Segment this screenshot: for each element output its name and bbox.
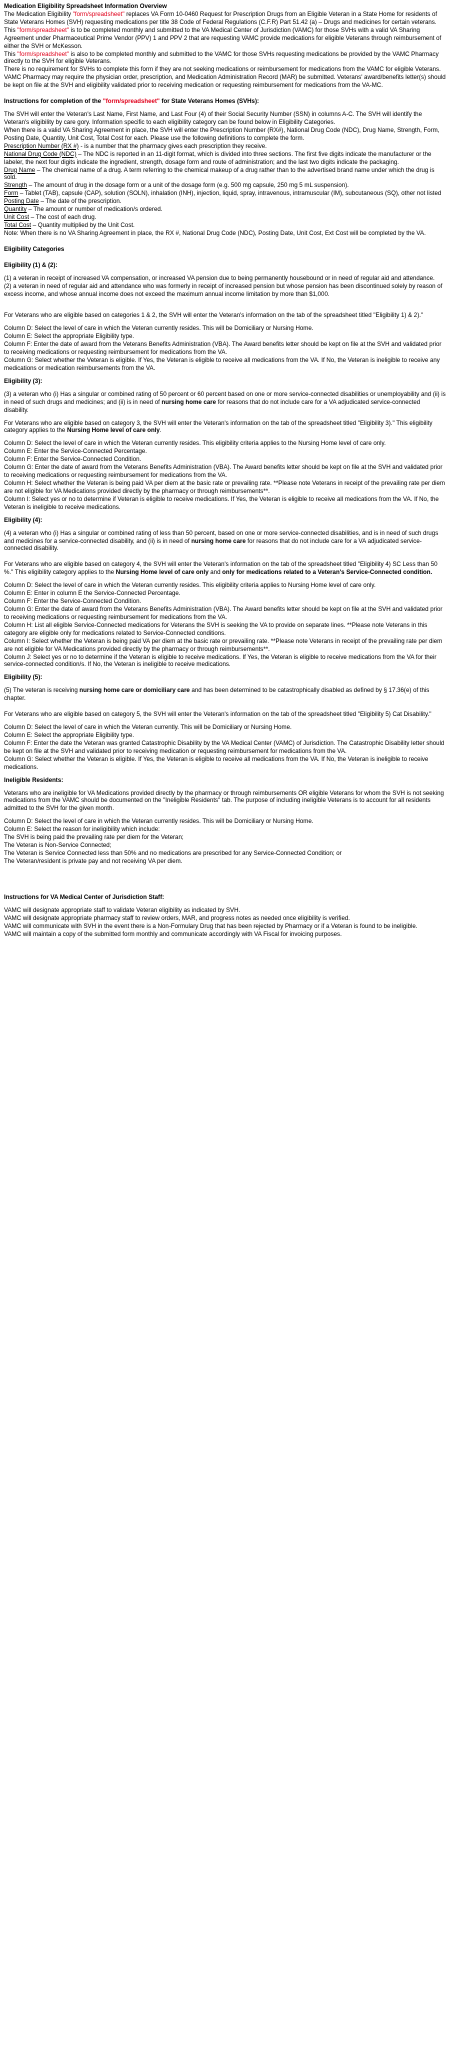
- ineligible-columns: [4, 818, 446, 866]
- category-5-heading: Eligibility (5):: [4, 674, 43, 682]
- definition-text: – Tablet (TAB), capsule (CAP), solution (SOLN), inhalation (INH), injection, liquid, spray, intravenous, intramuscular (IM), subcutaneous (SQ), other not listed: [18, 190, 442, 198]
- category-4-columns: [4, 582, 446, 669]
- form-ref: "form/spreadsheet": [17, 50, 69, 58]
- intro-text: replaces VA Form 10-0460 Request for Prescription Drugs from an Eligible Veteran in a State Home for residents of State Veterans Homes (SVH) requesting medications per title 38 Code of Federal Regulations (C.F.R) Part 51.42 (a) – Drugs and medicines for certain veterans.: [4, 10, 438, 26]
- definition-item: [4, 167, 446, 183]
- vamc-line: VAMC will maintain a copy of the submitted form monthly and communicate accordingly with VA Fiscal for invoicing purposes.: [4, 930, 342, 938]
- column-line: Column D: Select the level of care in which the Veteran currently resides. This eligibility criteria applies to the Nursing Home level of care only.: [4, 440, 386, 448]
- definition-text: – The cost of each drug.: [29, 214, 97, 222]
- definition-text: – The amount or number of medication/s ordered.: [26, 206, 163, 214]
- column-line: The Veteran is Service Connected less than 50% and no medications are prescribed for any Service-Connected Condition; or: [4, 849, 342, 857]
- emphasis: nursing home care: [161, 398, 217, 406]
- definition-term: Form: [4, 190, 19, 198]
- emphasis: only for medications related to a Veteran's Service-Connected condition.: [222, 569, 433, 577]
- document-title: Medication Eligibility Spreadsheet Information Overview: [4, 3, 167, 10]
- column-line: Column E: Enter the Service-Connected Percentage.: [4, 448, 147, 456]
- definition-item: [4, 190, 446, 198]
- text: for reasons that do not include care for a VA adjudicated service-connected disability.: [4, 537, 422, 553]
- column-line: Column D: Select the level of care in which the Veteran currently. This will be Domiciliary or Nursing Home.: [4, 724, 292, 732]
- intro-text: is to be completed monthly and submitted to the VA Medical Center of Jurisdiction (VAMC) for those SVHs with a valid VA Sharing Agreement under Pharmaceutical Prime Vendor (PPV) 1 and PPV 2 that are requesting VAMC provide medications for eligible Veterans through reimbursement of either the SVH or McKesson.: [4, 26, 442, 50]
- text: (4) a veteran who (i) Has a singular or combined rating of less than 50 percent, based on one or more service-connected disabilities, and is in need of such drugs and medicines for a service-connected disability, and (ii) is in need of: [4, 529, 439, 545]
- definition-item: [4, 151, 446, 167]
- definition-term: Quantity: [4, 206, 27, 214]
- category-5-paragraph: For Veterans who are eligible based on category 5, the SVH will enter the Veteran's information on the tab of the spreadsheet titled "Eligibility 5) Cat Disability.": [4, 711, 432, 719]
- column-line: Column F: Enter the date of award from the Veterans Benefits Administration (VBA). The Award benefits letter should be kept on file at the SVH and validated prior to receiving medications or requesting reimbursement for medications from the VA.: [4, 341, 442, 357]
- category-4-heading: Eligibility (4):: [4, 516, 43, 524]
- note-paragraph: Note: When there is no VA Sharing Agreement in place, the RX #, National Drug Code (NDC), Posting Date, Unit Cost, Ext Cost will be completed by the VA.: [4, 229, 426, 237]
- column-line: Column E: Select the reason for ineligibility which include:: [4, 826, 160, 834]
- category-3-paragraph: [4, 420, 446, 436]
- definition-text: – Quantity multiplied by the Unit Cost.: [31, 221, 135, 229]
- definition-text: – The date of the prescription.: [38, 198, 122, 206]
- column-line: Column G: Enter the date of award from the Veterans Benefits Administration (VBA). The Award benefits letter should be kept on file at the SVH and validated prior to receiving medications or requesting reimbursement for medications from the VA.: [4, 464, 443, 480]
- intro-text: This: [4, 50, 18, 58]
- svh-paragraph-2: When there is a valid VA Sharing Agreement in place, the SVH will enter the Prescription Number (RX#), National Drug Code (NDC), Drug Name, Strength, Form, Posting Date, Quantity, Unit Cost, Total Cost for each. Please use the following definitions to complete the form.: [4, 126, 440, 142]
- column-line: Column F: Enter the Service-Connected Condition.: [4, 456, 142, 464]
- definition-term: Total Cost: [4, 221, 32, 229]
- definition-text: – The NDC is reported in an 11-digit format, which is divided into three sections. The first five digits indicate the manufacturer or the labeler, the next four digits indicate the ingredient, strength, dosage form and route of administration; and the last two digits indicate the packaging.: [4, 150, 432, 166]
- text: For Veterans who are eligible based on category 4, the SVH will enter the Veteran's information on the tab of the spreadsheet titled "Eligibility 4) SC Less than 50 %." This eligibility category applies to the: [4, 561, 438, 577]
- column-line: Column H: Select whether the Veteran is being paid VA per diem at the basic rate or prevailing rate. **Please note Veterans in receipt of the prevailing rate per diem are not eligible for VA Medications provided directly by the pharmacy or through reimbursements**.: [4, 480, 445, 495]
- intro-paragraph-2: [4, 27, 446, 51]
- definition-term: Strength: [4, 182, 28, 190]
- vamc-instructions-heading: Instructions for VA Medical Center of Jurisdiction Staff:: [4, 893, 165, 901]
- vamc-line: VAMC will designate appropriate pharmacy staff to review orders, MAR, and progress notes as needed once eligibility is verified.: [4, 914, 350, 922]
- emphasis: nursing home care: [191, 537, 246, 545]
- text: for reasons that do not include care for a VA adjudicated service-connected disability.: [4, 398, 421, 414]
- vamc-lines: [4, 907, 446, 939]
- form-ref: "form/spreadsheet": [72, 10, 125, 18]
- category-12-paragraph: (2) a veteran in need of regular aid and attendance who was formerly in receipt of increased pension but whose pension has been discontinued solely by reason of excess income, and whose annual income does not exceed the maximum annual income limitation by more than $1,000.: [4, 282, 443, 298]
- definitions-list: [4, 143, 446, 230]
- category-5-columns: [4, 724, 446, 772]
- text: (3) a veteran who (i) Has a singular or combined rating of 50 percent or 60 percent based on one or more service-connected disabilities or unemployability and (ii) is in need of such drugs and medicines; and (ii) is in need of: [4, 390, 446, 406]
- ineligible-paragraph: Veterans who are ineligible for VA Medications provided directly by the pharmacy or through reimbursements OR eligible Veterans for whom the SVH is not seeking medications from the VAMC should be documented on the "Ineligible Residents" tab. The purpose of including ineligible Veterans is to account for all residents admitted to the SVH for the given month.: [4, 789, 444, 813]
- definition-term: Prescription Number (RX #): [4, 142, 79, 150]
- emphasis: nursing home care or domiciliary care: [79, 687, 190, 695]
- category-12-paragraph: For Veterans who are eligible based on categories 1 & 2, the SVH will enter the Veteran's information on the tab of the spreadsheet titled "Eligibility 1) & 2).": [4, 312, 424, 320]
- definition-term: Drug Name: [4, 166, 36, 174]
- definition-item: [4, 214, 446, 222]
- column-line: Column F: Enter the date the Veteran was granted Catastrophic Disability by the VA Medical Center (VAMC) of Jurisdiction. The Catastrophic Disability letter should be kept on file at the SVH and validated prior to receiving medication or requesting reimbursement for medications from the VA.: [4, 739, 445, 755]
- definition-item: [4, 206, 446, 214]
- column-line: Column H: List all eligible Service-Connected medications for Veterans the SVH is seeking the VA to provide on separate lines. **Please note Veterans in this category are eligible only for medications related to Service-Connected conditions.: [4, 621, 428, 637]
- definition-item: [4, 222, 446, 230]
- column-line: Column F: Enter the Service-Connected Condition.: [4, 598, 142, 606]
- svh-instructions-heading: [4, 98, 446, 106]
- category-4-paragraph: [4, 530, 446, 554]
- category-5-paragraph: [4, 687, 446, 703]
- definition-term: Unit Cost: [4, 214, 30, 222]
- text: and: [208, 569, 223, 577]
- category-12-heading: Eligibility (1) & (2):: [4, 261, 58, 269]
- column-line: The SVH is being paid the prevailing rate per diem for the Veteran;: [4, 834, 184, 842]
- column-line: Column E: Enter in column E the Service-Connected Percentage.: [4, 590, 181, 598]
- definition-item: [4, 143, 446, 151]
- column-line: Column D: Select the level of care in which the Veteran currently resides. This will be Domiciliary or Nursing Home.: [4, 818, 314, 826]
- definition-text: – The amount of drug in the dosage form or a unit of the dosage form (e.g. 500 mg capsule, 250 mg 5 mL suspension).: [27, 182, 349, 190]
- heading-text: for State Veterans Homes (SVHs):: [159, 98, 260, 106]
- definition-item: [4, 182, 446, 190]
- category-4-paragraph: [4, 561, 446, 577]
- vamc-line: VAMC will communicate with SVH in the event there is a Non-Formulary Drug that has been rejected by Pharmacy or if a Veteran is found to be ineligible.: [4, 922, 418, 930]
- text: .: [159, 427, 162, 435]
- definition-text: - is a number that the pharmacy gives each prescription they receive.: [78, 142, 267, 150]
- category-3-columns: [4, 440, 446, 511]
- category-12-columns: [4, 325, 446, 373]
- intro-paragraph-1: [4, 11, 446, 27]
- vamc-line: VAMC will designate appropriate staff to validate Veteran eligibility as indicated by SVH.: [4, 906, 241, 914]
- emphasis: Nursing Home level of care only: [115, 569, 209, 577]
- intro-text: The Medication Eligibility: [4, 10, 73, 18]
- column-line: Column E: Select the appropriate Eligibility type.: [4, 333, 135, 341]
- category-12-paragraph: (1) a veteran in receipt of increased VA compensation, or increased VA pension due to being permanently housebound or in need of regular aid and attendance.: [4, 274, 435, 282]
- intro-text: is also to be completed monthly and submitted to the VAMC for those SVHs requesting medications be provided by the VAMC Pharmacy directly to the SVH for eligible Veterans.: [4, 50, 439, 66]
- text: (5) The veteran is receiving: [4, 687, 80, 695]
- column-line: Column G: Select whether the Veteran is eligible. If Yes, the Veteran is eligible to receive all medications from the VA. If No, the Veteran is ineligible to receive any medications or medication reimbursements from the VA.: [4, 357, 440, 372]
- column-line: Column D: Select the level of care in which the Veteran currently resides. This will be Domiciliary or Nursing Home.: [4, 325, 314, 333]
- category-3-heading: Eligibility (3):: [4, 377, 43, 385]
- column-line: Column J: Select yes or no to determine if the Veteran is eligible to receive medications. If Yes, the Veteran is eligible to receive medications from the VA for their service-connected condition/s. If No, the Veteran is ineligible to receive medications.: [4, 653, 437, 669]
- column-line: Column G: Enter the date of award from the Veterans Benefits Administration (VBA). The Award benefits letter should be kept on file at the SVH and validated prior to receiving medications or requesting reimbursement for medications from the VA.: [4, 606, 443, 621]
- ineligible-heading: Ineligible Residents:: [4, 776, 64, 784]
- heading-text: Instructions for completion of the: [4, 98, 103, 106]
- definition-term: National Drug Code (NDC): [4, 150, 77, 158]
- text: and has been determined to be catastrophically disabled as defined by § 17.36(e) of this chapter.: [4, 687, 430, 703]
- column-line: Column G: Select whether the Veteran is eligible. If Yes, the Veteran is eligible to receive all medications from the VA. If No, the Veteran is ineligible to receive medications.: [4, 755, 429, 771]
- column-line: The Veteran is Non-Service Connected;: [4, 842, 112, 850]
- column-line: Column D: Select the level of care in which the Veteran currently resides. This eligibility criteria applies to Nursing Home level of care only.: [4, 582, 376, 590]
- column-line: Column E: Select the appropriate Eligibility type.: [4, 731, 135, 739]
- text: For Veterans who are eligible based on category 3, the SVH will enter the Veteran's information on the tab of the spreadsheet titled "Eligibility 3)." This eligibility category applies to the: [4, 419, 433, 435]
- definition-term: Posting Date: [4, 198, 39, 206]
- form-ref: "form/spreadsheet": [102, 98, 160, 106]
- form-ref: "form/spreadsheet": [17, 26, 69, 34]
- column-line: Column I: Select whether the Veteran is being paid VA per diem at the basic rate or prevailing rate. **Please note Veterans in receipt of the prevailing rate per diem are not eligible for VA Medications provided directly by the pharmacy or through reimbursements**.: [4, 637, 443, 653]
- definition-item: [4, 198, 446, 206]
- column-line: Column I: Select yes or no to determine if Veteran is eligible to receive medications. If Yes, the Veteran is eligible to receive all medications from the VA. If No, the Veteran is ineligible to receive medications.: [4, 495, 439, 511]
- intro-text: This: [4, 26, 18, 34]
- intro-paragraph-3: [4, 51, 446, 67]
- category-3-paragraph: [4, 391, 446, 415]
- eligibility-categories-heading: Eligibility Categories: [4, 245, 65, 253]
- svh-paragraph-1: The SVH will enter the Veteran's Last Name, First Name, and Last Four (4) of their Social Security Number (SSN) in columns A-C. The SVH will identify the Veteran's eligibility by care gory. Information specific to each eligibility category can be found below in Eligibility Categories.: [4, 111, 422, 126]
- intro-paragraph-5: VAMC Pharmacy may require the physician order, prescription, and Medication Administration Record (MAR) be submitted. Veterans' award/benefits letter(s) should be kept on file at the SVH and eligibility validated prior to receiving medication or requesting reimbursement for medications from the VA-MC.: [4, 74, 446, 90]
- emphasis: Nursing Home level of care only: [67, 427, 160, 435]
- definition-text: – The chemical name of a drug. A term referring to the chemical makeup of a drug rather than to the advertised brand name under which the drug is sold.: [4, 166, 435, 182]
- column-line: The Veteran/resident is private pay and not receiving VA per diem.: [4, 857, 183, 865]
- intro-paragraph-4: There is no requirement for SVHs to complete this form if they are not seeking medications or reimbursement for medications from the VAMC for eligible Veterans.: [4, 66, 441, 74]
